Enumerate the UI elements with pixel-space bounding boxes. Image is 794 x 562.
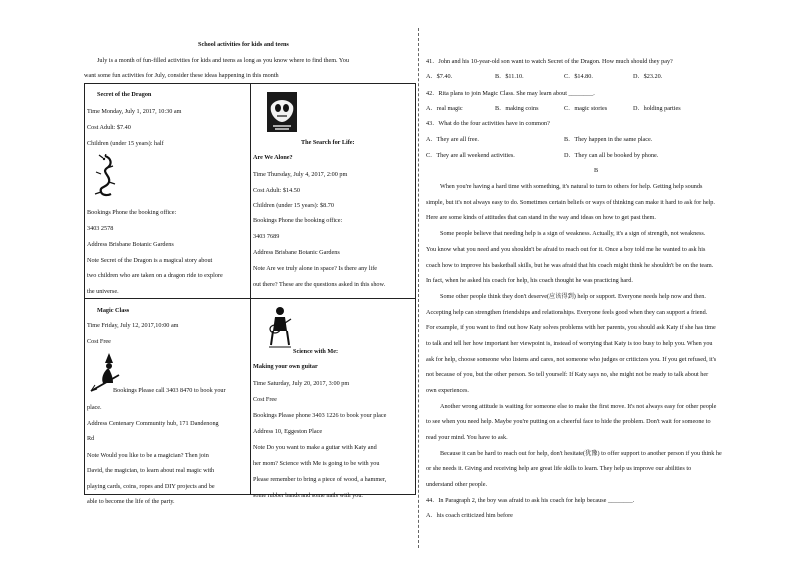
events-table — [84, 83, 416, 505]
event-line: her mom? Science with Me is going to be with you — [253, 460, 380, 467]
table-divider-horizontal — [85, 298, 415, 299]
question-43-option-a[interactable]: A．They are all free. — [426, 136, 479, 143]
event-line: place. — [87, 404, 102, 411]
event-title: The Search for Life: — [301, 139, 355, 146]
event-line: Note Are we truly alone in space? Is there any life — [253, 265, 378, 272]
event-line: Address Brisbane Botanic Gardens — [87, 241, 174, 248]
event-line: Bookings Please phone 3403 1226 to book your place — [253, 412, 387, 419]
event-line: Bookings Phone the booking office: — [253, 217, 343, 224]
column-divider — [418, 28, 419, 548]
event-line: able to become the life of the party. — [87, 498, 175, 505]
event-line: Address Brisbane Botanic Gardens — [253, 249, 340, 256]
event-magic — [87, 303, 247, 493]
event-line: out there? These are the questions asked in this show. — [253, 281, 386, 288]
question-44-option-a[interactable]: A．his coach criticized him before — [426, 512, 513, 519]
passage-line: own experiences. — [426, 387, 469, 394]
event-line: Note Do you want to make a guitar with Katy and — [253, 444, 377, 451]
event-line: some rubber bands and some nails with you. — [253, 492, 363, 499]
question-43-option-c[interactable]: C．They are all weekend activities. — [426, 152, 515, 159]
section-label: B — [594, 167, 599, 174]
event-line: Bookings Please call 3403 8470 to book your — [113, 387, 226, 394]
intro-line-2: want some fun activities for July, consider these ideas happening in this month — [84, 72, 279, 79]
event-line: Time Friday, July 12, 2017,10:00 am — [87, 322, 179, 329]
question-43-option-d[interactable]: D．They can all be booked by phone. — [564, 152, 659, 159]
passage-line: Another wrong attitude is waiting for someone else to make the first move. It's not always easy for other people — [440, 403, 717, 410]
question-44-stem: 44．In Paragraph 2, the boy was afraid to ask his coach for help because ________. — [426, 497, 635, 504]
event-line: Children (under 15 years): half — [87, 140, 164, 147]
event-line: Time Saturday, July 20, 2017, 3:00 pm — [253, 380, 350, 387]
passage-line: or she needs it. Giving and receiving help are great life skills to learn. They help us improve our abilities to — [426, 465, 692, 472]
event-line: Address 10, Eggeston Place — [253, 428, 323, 435]
passage-line: Some people believe that needing help is a sign of weakness. Actually, it's a sign of strength, not weakness. — [440, 230, 706, 237]
passage-line: Some other people think they don't deserve(应该得到) help or support. Everyone needs help now and then. — [440, 293, 706, 300]
event-line: Cost Free — [253, 396, 277, 403]
event-line: Time Monday, July 1, 2017, 10:30 am — [87, 108, 182, 115]
passage-line: For example, if you want to find out how Katy solves problems with her parents, you should ask Katy if she has time — [426, 324, 716, 331]
passage-line: to talk and tell her how important her viewpoint is, instead of worrying that Katy is too busy to help you. When you — [426, 340, 713, 347]
passage-line: coach how to improve his basketball skills, but he was afraid that his coach might think he shouldn't be on the team. — [426, 262, 714, 269]
passage-line: In fact, when he asked his coach for help, his coach thought he was practicing hard. — [426, 277, 633, 284]
passage-line: You know what you need and you shouldn't be afraid to reach out for it. Once a boy told me he wanted to ask his — [426, 246, 706, 253]
table-divider-vertical — [250, 84, 251, 494]
alien-picture-icon — [267, 92, 297, 132]
event-title: Science with Me: — [293, 348, 339, 355]
event-line: 3403 2578 — [87, 225, 114, 232]
event-line: Please remember to bring a piece of wood, a hammer, — [253, 476, 387, 483]
question-42-option-d[interactable]: D．holding parties — [633, 105, 681, 112]
question-42-stem: 42．Rita plans to join Magic Class. She may learn about ________. — [426, 90, 595, 97]
event-title: Are We Alone? — [253, 154, 293, 161]
question-42-option-a[interactable]: A．real magic — [426, 105, 463, 112]
passage-line: ask for help, choose someone who listens and cares, not someone who judges or criticizes you. If you get refused, it's — [426, 356, 717, 363]
dragon-icon — [93, 154, 117, 198]
event-science — [253, 303, 415, 499]
question-43-option-b[interactable]: B．They happen in the same place. — [564, 136, 653, 143]
question-41-option-a[interactable]: A．$7.40. — [426, 73, 453, 80]
passage-line: Here are some kinds of attitudes that can stand in the way and ideas on how to get past them. — [426, 214, 656, 221]
question-41-option-c[interactable]: C．$14.80. — [564, 73, 593, 80]
question-42-option-b[interactable]: B．making coins — [495, 105, 539, 112]
event-line: Rd — [87, 435, 95, 442]
event-line: Cost Adult: $7.40 — [87, 124, 131, 131]
passage-line: Accepting help can strengthen friendships and relationships. Everyone feels good when they can support a friend. — [426, 309, 708, 316]
passage-line: read your mind. You have to ask. — [426, 434, 508, 441]
event-title: Secret of the Dragon — [97, 91, 152, 98]
question-41-option-d[interactable]: D．$23.20. — [633, 73, 663, 80]
intro-line-1: July is a month of fun-filled activities for kids and teens as long as you know where to find them. You — [97, 57, 349, 64]
passage-line: to see when you need help. Maybe you're putting on a cheerful face to hide the problem. Don't wait for someone to — [426, 418, 711, 425]
question-41-option-b[interactable]: B．$11.10. — [495, 73, 524, 80]
event-line: the universe. — [87, 288, 119, 295]
event-title: Magic Class — [97, 307, 130, 314]
passage-line: understand other people. — [426, 481, 487, 488]
event-search — [253, 88, 415, 296]
event-line: two children who are taken on a dragon ride to explore — [87, 272, 223, 279]
question-43-stem: 43．What do the four activities have in common? — [426, 120, 550, 127]
event-line: Cost Adult: $14.50 — [253, 187, 300, 194]
passage-line: simple, but it's not always easy to do. Sometimes certain beliefs or ways of thinking can make it hard to ask for help. — [426, 199, 715, 206]
event-line: Note Would you like to be a magician? Then join — [87, 452, 209, 459]
event-line: playing cards, coins, ropes and DIY projects and be — [87, 483, 215, 490]
page-heading: School activities for kids and teens — [198, 41, 289, 48]
passage-line: Because it can be hard to reach out for help, don't hesitate(犹豫) to offer support to another person if you think he — [440, 450, 722, 457]
event-title: Making your own guitar — [253, 363, 318, 370]
event-line: Time Thursday, July 4, 2017, 2:00 pm — [253, 171, 348, 178]
event-dragon — [87, 88, 247, 296]
passage-line: not because of you, but the other person. So tell yourself: If Katy says no, she might not be ready to talk about her — [426, 371, 709, 378]
guitar-girl-icon — [267, 305, 293, 349]
event-line: David, the magician, to learn about real magic with — [87, 467, 215, 474]
event-line: 3403 7689 — [253, 233, 280, 240]
event-line: Children (under 15 years): $8.70 — [253, 202, 334, 209]
question-42-option-c[interactable]: C．magic stories — [564, 105, 608, 112]
event-line: Bookings Phone the booking office: — [87, 209, 177, 216]
question-41-stem: 41．John and his 10-year-old son want to watch Secret of the Dragon. How much should they pay? — [426, 58, 673, 65]
passage-line: When you're having a hard time with something, it's natural to turn to others for help. Getting help sounds — [440, 183, 703, 190]
event-line: Address Centenary Community hub, 171 Dandenong — [87, 420, 219, 427]
event-line: Cost Free — [87, 338, 111, 345]
event-line: Note Secret of the Dragon is a magical story about — [87, 257, 213, 264]
